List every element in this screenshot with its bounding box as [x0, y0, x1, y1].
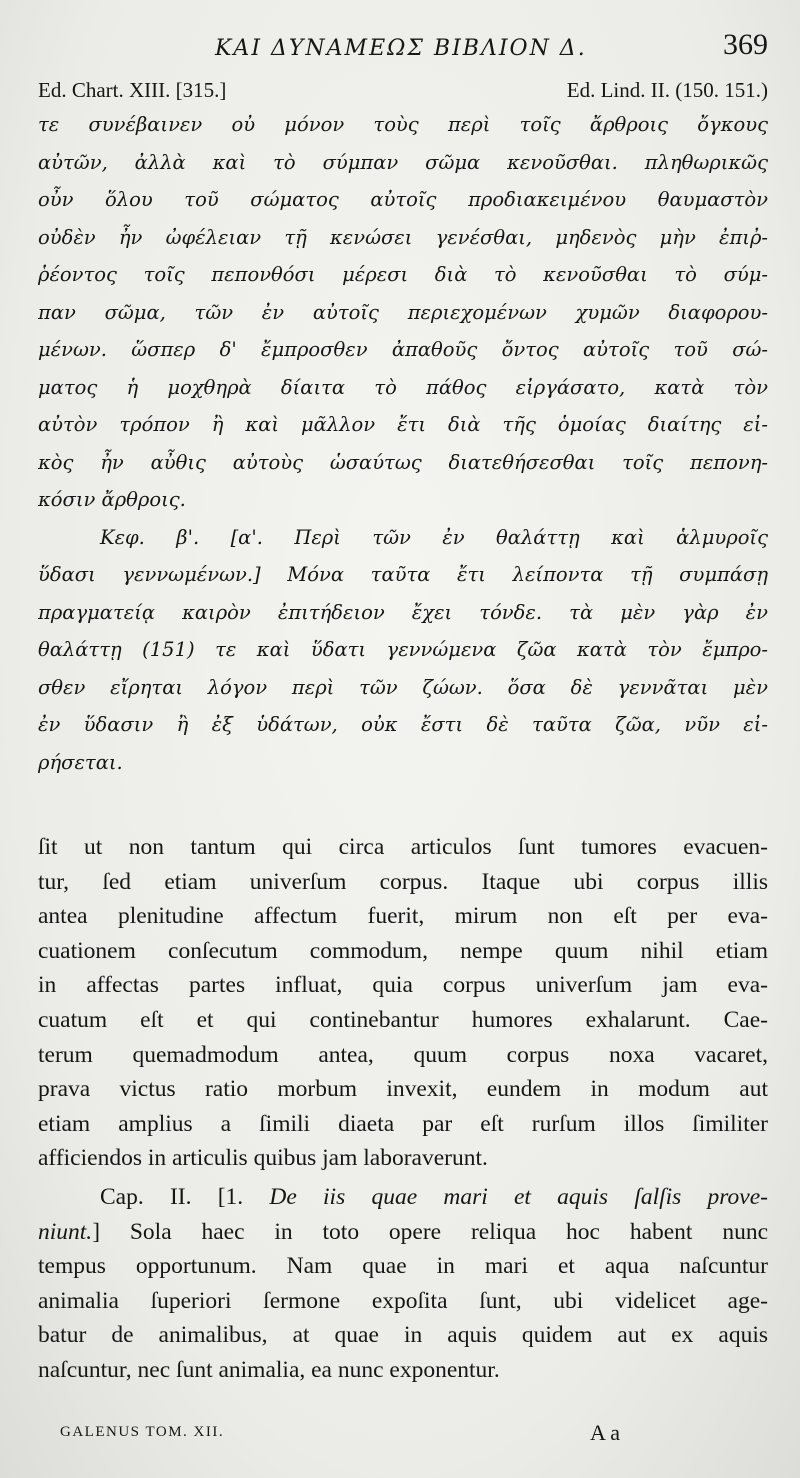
text-line: tempus opportunum. Nam quae in mari et aqua naſcuntur	[38, 1253, 768, 1280]
text-line: naſcuntur, nec ſunt animalia, ea nunc exponentur.	[38, 1356, 500, 1383]
text-line: cuationem conſecutum commodum, nempe quum nihil etiam	[38, 937, 768, 964]
chapter-title: De iis quae mari et aquis ſalſis prove-	[269, 1183, 768, 1210]
running-title: ΚΑΙ ΔΥΝΑΜΕΩΣ ΒΙΒΛΙΟΝ Δ.	[215, 36, 587, 61]
page-footer	[60, 1420, 620, 1450]
text-fragment: ] Sola haec in toto opere reliqua hoc habent nunc	[92, 1218, 768, 1245]
edition-lind-reference: Ed. Lind. II. (150. 151.)	[566, 78, 768, 102]
text-line: ſit ut non tantum qui circa articulos ſunt tumores evacuen-	[38, 834, 768, 860]
text-line: animalia ſuperiori ſermone expoſita ſunt, ubi videlicet age-	[38, 1287, 768, 1314]
latin-text	[38, 830, 768, 1388]
edition-chart-reference: Ed. Chart. XIII. [315.]	[38, 78, 227, 102]
text-line: tur, ſed etiam univerſum corpus. Itaque ubi corpus illis	[38, 868, 768, 895]
signature-mark: A a	[590, 1420, 620, 1445]
running-head	[0, 28, 800, 72]
greek-paragraph-2	[38, 519, 768, 782]
text-line: terum quemadmodum antea, quum corpus noxa vacaret,	[38, 1041, 768, 1068]
text-line: αὐτῶν, ἀλλὰ καὶ τὸ σύμπαν σῶμα κενοῦσθαι. πληθωρικῶς	[38, 150, 768, 174]
text-line: κόσιν ἄρθροις.	[38, 488, 186, 511]
text-line: κὸς ἦν αὖθις αὐτοὺς ὡσαύτως διατεθήσεσθαι τοῖς πεπονη-	[38, 450, 768, 474]
text-line: afficiendos in articulis quibus jam laboraverunt.	[38, 1145, 488, 1172]
text-line: ματος ἡ μοχθηρὰ δίαιτα τὸ πάθος εἰργάσατο, κατὰ τὸν	[38, 375, 768, 399]
text-line: τε συνέβαινεν οὐ μόνον τοὺς περὶ τοῖς ἄρθροις ὄγκους	[38, 113, 768, 136]
text-line: ρήσεται.	[38, 750, 123, 774]
page-number: 369	[723, 28, 768, 61]
text-line	[38, 1215, 768, 1250]
chapter-label: Cap. II. [1.	[100, 1183, 270, 1210]
text-line: ἐν ὕδασιν ἢ ἐξ ὑδάτων, οὐκ ἔστι δὲ ταῦτα ζῶα, νῦν εἰ-	[38, 713, 768, 736]
greek-text	[38, 106, 768, 781]
text-line: πραγματείᾳ καιρὸν ἐπιτήδειον ἔχει τόνδε. τὰ μὲν γὰρ ἐν	[38, 600, 768, 624]
greek-paragraph-1	[38, 106, 768, 519]
edition-references	[38, 78, 768, 108]
chapter-heading-line	[38, 1180, 768, 1215]
text-line: batur de animalibus, at quae in aquis quidem aut ex aquis	[38, 1322, 768, 1349]
text-line: σθεν εἴρηται λόγον περὶ τῶν ζώων. ὅσα δὲ γεννᾶται μὲν	[38, 675, 768, 699]
text-line: ὕδασι γεννωμένων.] Μόνα ταῦτα ἔτι λείποντα τῇ συμπάσῃ	[38, 563, 768, 586]
text-line: etiam amplius a ſimili diaeta par eſt rurſum illos ſimiliter	[38, 1110, 768, 1137]
text-line: prava victus ratio morbum invexit, eundem in modum aut	[38, 1076, 768, 1103]
text-line: αὐτὸν τρόπον ἢ καὶ μᾶλλον ἔτι διὰ τῆς ὁμοίας διαίτης εἰ-	[38, 413, 768, 436]
chapter-title-end: niunt.	[38, 1218, 93, 1245]
text-line: ῥέοντος τοῖς πεπονθόσι μέρεσι διὰ τὸ κενοῦσθαι τὸ σύμ-	[38, 263, 768, 286]
text-line: μένων. ὥσπερ δ' ἔμπροσθεν ἀπαθοῦς ὄντος αὐτοῖς τοῦ σώ-	[38, 338, 768, 361]
latin-paragraph-2	[38, 1180, 768, 1388]
text-line: θαλάττῃ (151) τε καὶ ὕδατι γεννώμενα ζῶα κατὰ τὸν ἔμπρο-	[38, 638, 768, 661]
text-line: παν σῶμα, τῶν ἐν αὐτοῖς περιεχομένων χυμῶν διαφορου-	[38, 300, 768, 324]
chapter-heading-line: Κεφ. β'. [α'. Περὶ τῶν ἐν θαλάττῃ καὶ ἁλμυροῖς	[100, 525, 768, 549]
text-line: cuatum eſt et qui continebantur humores exhalarunt. Cae-	[38, 1006, 768, 1033]
text-line: οὐδὲν ἦν ὠφέλειαν τῇ κενώσει γενέσθαι, μηδενὸς μὴν ἐπιῤ-	[38, 225, 768, 249]
signature-line: GALENUS TOM. XII.	[60, 1424, 225, 1440]
text-line: in affectas partes influat, quia corpus univerſum jam eva-	[38, 972, 768, 999]
text-line: οὖν ὅλου τοῦ σώματος αὐτοῖς προδιακειμένου θαυμαστὸν	[38, 188, 768, 211]
latin-paragraph-1	[38, 830, 768, 1176]
text-line: antea plenitudine affectum fuerit, mirum non eſt per eva-	[38, 903, 768, 930]
